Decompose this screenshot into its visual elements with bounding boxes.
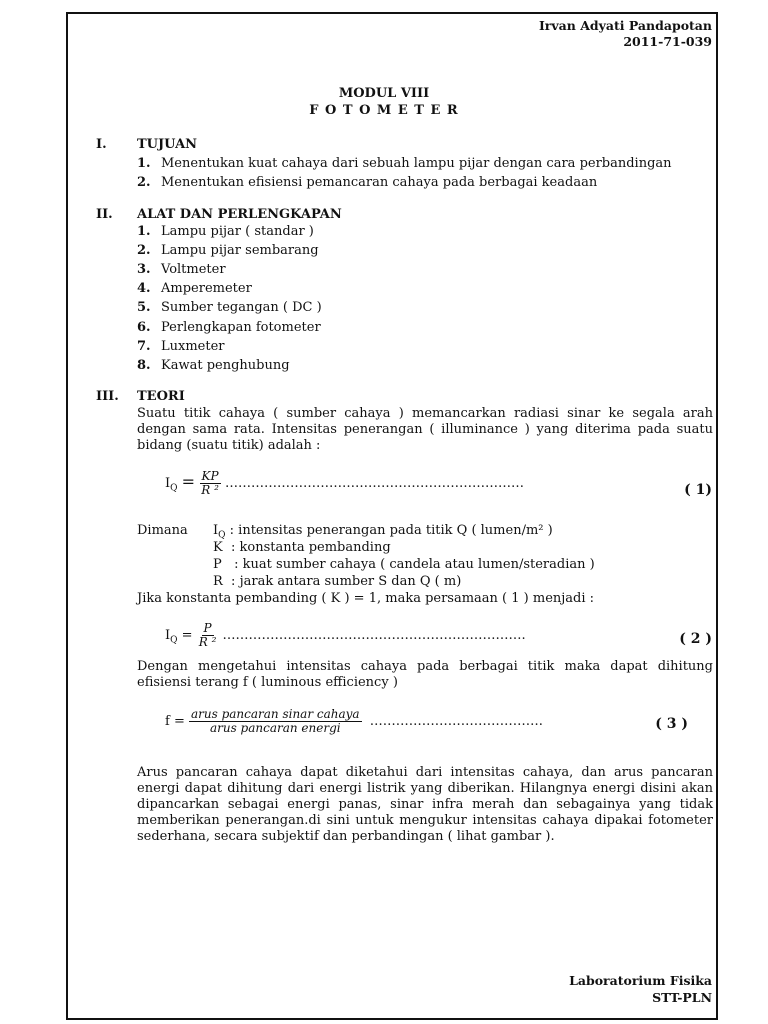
section-1-title: TUJUAN xyxy=(137,137,198,152)
list-item: 5. Sumber tegangan ( DC ) xyxy=(137,300,322,315)
section-2-number: II. xyxy=(96,207,113,222)
list-item: 4. Amperemeter xyxy=(137,281,252,296)
footer-institution: STT-PLN xyxy=(652,990,712,1005)
equation-3 xyxy=(165,708,543,735)
section-2-title: ALAT DAN PERLENGKAPAN xyxy=(137,207,342,222)
eq3-leader-dots: …………………………………. xyxy=(369,714,543,729)
definition-item: K : konstanta pembanding xyxy=(213,540,391,555)
section-1-number: I. xyxy=(96,137,107,152)
list-item: 3. Voltmeter xyxy=(137,262,226,277)
module-subtitle: F O T O M E T E R xyxy=(309,103,459,118)
author-block xyxy=(539,18,712,50)
eq2-lhs: $I_Q$ xyxy=(165,628,178,646)
footer-lab: Laboratorium Fisika xyxy=(569,973,712,988)
module-title: MODUL VIII xyxy=(338,86,430,101)
list-item: 1. Lampu pijar ( standar ) xyxy=(137,224,314,239)
list-item: 1. Menentukan kuat cahaya dari sebuah lampu pijar dengan cara perbandingan xyxy=(137,156,672,171)
eq2-label: ( 2 ) xyxy=(679,631,712,647)
eq3-lhs: f = xyxy=(165,714,185,729)
list-item: 8. Kawat penghubung xyxy=(137,358,290,373)
section-3-number: III. xyxy=(96,389,119,404)
list-item: 2. Lampu pijar sembarang xyxy=(137,243,319,258)
list-item: 2. Menentukan efisiensi pemancaran cahaya pada berbagai keadaan xyxy=(137,175,598,190)
eq2-fraction: $\frac{P}{\text{R ²}}$ xyxy=(198,621,217,649)
eq3-fraction: $\frac{\text{arus pancaran sinar cahaya}}{\text{arus pancaran energi}}$ xyxy=(190,707,360,735)
equation-2: $I_Q$ = $\frac{P}{\text{R ²}}$ ……………………………………………………………. xyxy=(165,621,526,649)
eq1-leader-dots: …………………………………………………………… xyxy=(225,476,525,491)
eq1-label: ( 1) xyxy=(684,482,712,498)
definition-item: P : kuat sumber cahaya ( candela atau lumen/steradian ) xyxy=(213,557,595,572)
dimana-label: Dimana xyxy=(137,523,188,538)
list-item: 6. Perlengkapan fotometer xyxy=(137,320,321,335)
student-id: 2011-71-039 xyxy=(623,34,712,49)
jika-sentence: Jika konstanta pembanding ( K ) = 1, maka persamaan ( 1 ) menjadi : xyxy=(137,591,595,606)
eq2-leader-dots: ……………………………………………………………. xyxy=(222,628,526,643)
eq1-fraction: $\frac{KP}{\text{R ²}}$ xyxy=(201,469,219,497)
footer-block xyxy=(569,972,712,1006)
efficiency-paragraph: Dengan mengetahui intensitas cahaya pada berbagai titik maka dapat dihitung efisiensi terang f ( luminous efficiency ) xyxy=(137,659,713,690)
equation-1: $I_Q$ = $\frac{KP}{\text{R ²}}$ …………………………………………………………… xyxy=(165,469,525,497)
eq3-label: ( 3 ) xyxy=(655,716,688,732)
definition-item: $I_Q$ : intensitas penerangan pada titik Q ( lumen/m² ) xyxy=(213,523,553,541)
definition-item: R : jarak antara sumber S dan Q ( m) xyxy=(213,574,462,589)
author-name: Irvan Adyati Pandapotan xyxy=(538,18,712,33)
section-3-title: TEORI xyxy=(137,389,185,404)
list-item: 7. Luxmeter xyxy=(137,339,225,354)
eq1-lhs: $I_Q$ xyxy=(165,476,178,494)
theory-intro-paragraph: Suatu titik cahaya ( sumber cahaya ) memancarkan radiasi sinar ke segala arah dengan sama rata. Intensitas penerangan ( illuminance ) yang diterima pada suatu bidang (suatu titik) adalah : xyxy=(137,406,713,453)
closing-paragraph: Arus pancaran cahaya dapat diketahui dari intensitas cahaya, dan arus pancaran energi dapat dihitung dari energi listrik yang diberikan. Hilangnya energi disini akan dipancarkan sebagai energi panas, sinar infra merah dan sebagainya yang tidak memberikan penerangan.di sini untuk mengukur intensitas cahaya dipakai fotometer sederhana, secara subjektif dan perbandingan ( lihat gambar ). xyxy=(137,765,713,844)
